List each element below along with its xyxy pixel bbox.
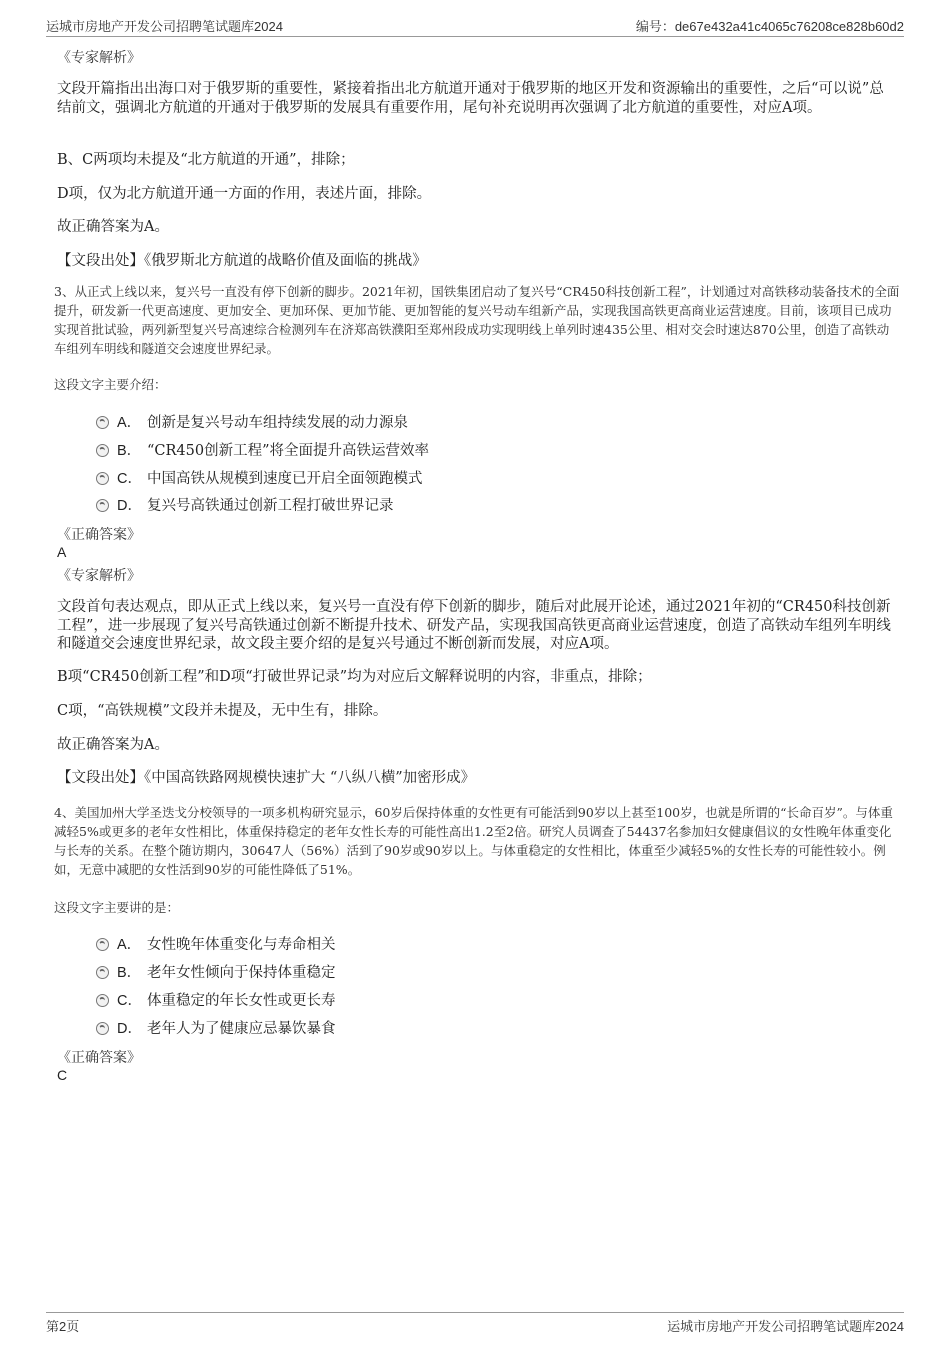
option-d[interactable]: [96, 1017, 796, 1039]
question-prompt: 这段文字主要介绍：: [54, 377, 167, 392]
radio-button[interactable]: [96, 416, 109, 429]
option-letter: A．: [117, 937, 142, 953]
radio-button[interactable]: [96, 444, 109, 457]
question-prompt: 这段文字主要讲的是：: [54, 900, 180, 915]
option-text: 老年人为了健康应忌暴饮暴食: [147, 1021, 336, 1037]
radio-button[interactable]: [96, 499, 109, 512]
option-b[interactable]: [96, 961, 796, 983]
option-text: 女性晚年体重变化与寿命相关: [147, 937, 336, 953]
option-text: 老年女性倾向于保持体重稳定: [147, 965, 336, 981]
option-letter: C．: [117, 471, 142, 487]
correct-answer-label: 《正确答案》: [57, 527, 141, 543]
page-header: [46, 14, 904, 37]
option-a[interactable]: [96, 933, 796, 955]
analysis-conclusion: 故正确答案为A。: [57, 219, 169, 235]
option-c[interactable]: [96, 989, 796, 1011]
radio-button[interactable]: [96, 1022, 109, 1035]
radio-button[interactable]: [96, 938, 109, 951]
analysis-paragraph: 文段开篇指出出海口对于俄罗斯的重要性，紧接着指出北方航道开通对于俄罗斯的地区开发和资源输出的重要性，之后“可以说”总结前文，强调北方航道的开通对于俄罗斯的发展具有重要作用，尾句补充说明再次强调了北方航道的重要性，对应A项。: [57, 81, 884, 116]
analysis-paragraph: B项“CR450创新工程”和D项“打破世界记录”均为对应后文解释说明的内容，非重点，排除；: [57, 669, 652, 685]
option-text: 中国高铁从规模到速度已开启全面领跑模式: [147, 471, 423, 487]
analysis-paragraph: D项，仅为北方航道开通一方面的作用，表述片面，排除。: [57, 186, 432, 202]
correct-answer-label: 《正确答案》: [57, 1050, 141, 1066]
source-citation: 【文段出处】《中国高铁路网规模快速扩大 “八纵八横”加密形成》: [57, 770, 476, 786]
option-d[interactable]: [96, 494, 796, 516]
analysis-conclusion: 故正确答案为A。: [57, 737, 169, 753]
question-passage: 4、美国加州大学圣迭戈分校领导的一项多机构研究显示，60岁后保持体重的女性更有可能活到90岁以上甚至100岁，也就是所谓的“长命百岁”。与体重减轻5%或更多的老年女性相比，体重保持稳定的老年女性长寿的可能性高出1.2至2倍。研究人员调查了54437名参加妇女健康倡议的女性晚年体重变化与长寿的关系。在整个随访期内，30647人（56%）活到了90岁或90岁以上。与体重稳定的女性相比，体重至少减轻5%的女性长寿的可能性较小。例如，无意中减肥的女性活到90岁的可能性降低了51%。: [54, 805, 893, 877]
footer-title: 运城市房地产开发公司招聘笔试题库2024: [667, 1319, 904, 1334]
radio-button[interactable]: [96, 994, 109, 1007]
correct-answer: C: [57, 1067, 68, 1083]
analysis-paragraph: 文段首句表达观点，即从正式上线以来，复兴号一直没有停下创新的脚步，随后对此展开论述，通过2021年初的“CR450科技创新工程”，进一步展现了复兴号高铁通过创新不断提升技术、研发产品，实现我国高铁更高商业运营速度，创造了高铁动车组列车明线和隧道交会速度世界纪录，故文段主要介绍的是复兴号通过不断创新而发展，对应A项。: [57, 599, 891, 652]
header-serial: 编号：de67e432a41c4065c76208ce828b60d2: [635, 19, 904, 34]
option-text: 创新是复兴号动车组持续发展的动力源泉: [147, 415, 408, 431]
option-text: “CR450创新工程”将全面提升高铁运营效率: [147, 443, 430, 459]
expert-analysis-label: 《专家解析》: [57, 568, 141, 584]
question-passage: 3、从正式上线以来，复兴号一直没有停下创新的脚步。2021年初，国铁集团启动了复兴号“CR450科技创新工程”，计划通过对高铁移动装备技术的全面提升，研发新一代更高速度、更加安全、更加环保、更加节能、更加智能的复兴号动车组新产品，实现我国高铁更高商业运营速度。目前，该项目已成功实现首批试验，两列新型复兴号高速综合检测列车在济郑高铁濮阳至郑州段成功实现明线上单列时速435公里、相对交会时速达870公里，创造了高铁动车组列车明线和隧道交会速度世界纪录。: [54, 284, 900, 356]
option-letter: D．: [117, 498, 142, 514]
radio-button[interactable]: [96, 472, 109, 485]
option-a[interactable]: [96, 411, 796, 433]
option-c[interactable]: [96, 467, 796, 489]
expert-analysis-label: 《专家解析》: [57, 50, 141, 66]
page-number: 第2页: [46, 1319, 80, 1334]
option-letter: B．: [117, 443, 142, 459]
page-footer: [46, 1312, 904, 1335]
option-b[interactable]: [96, 439, 796, 461]
option-text: 体重稳定的年长女性或更长寿: [147, 993, 336, 1009]
option-letter: A．: [117, 415, 142, 431]
option-text: 复兴号高铁通过创新工程打破世界记录: [147, 498, 394, 514]
analysis-paragraph: B、C两项均未提及“北方航道的开通”，排除；: [57, 152, 355, 168]
analysis-paragraph: C项，“高铁规模”文段并未提及，无中生有，排除。: [57, 703, 388, 719]
option-letter: C．: [117, 993, 142, 1009]
source-citation: 【文段出处】《俄罗斯北方航道的战略价值及面临的挑战》: [57, 253, 427, 269]
header-title: 运城市房地产开发公司招聘笔试题库2024: [46, 19, 283, 34]
option-letter: B．: [117, 965, 142, 981]
option-letter: D．: [117, 1021, 142, 1037]
radio-button[interactable]: [96, 966, 109, 979]
correct-answer: A: [57, 544, 67, 560]
